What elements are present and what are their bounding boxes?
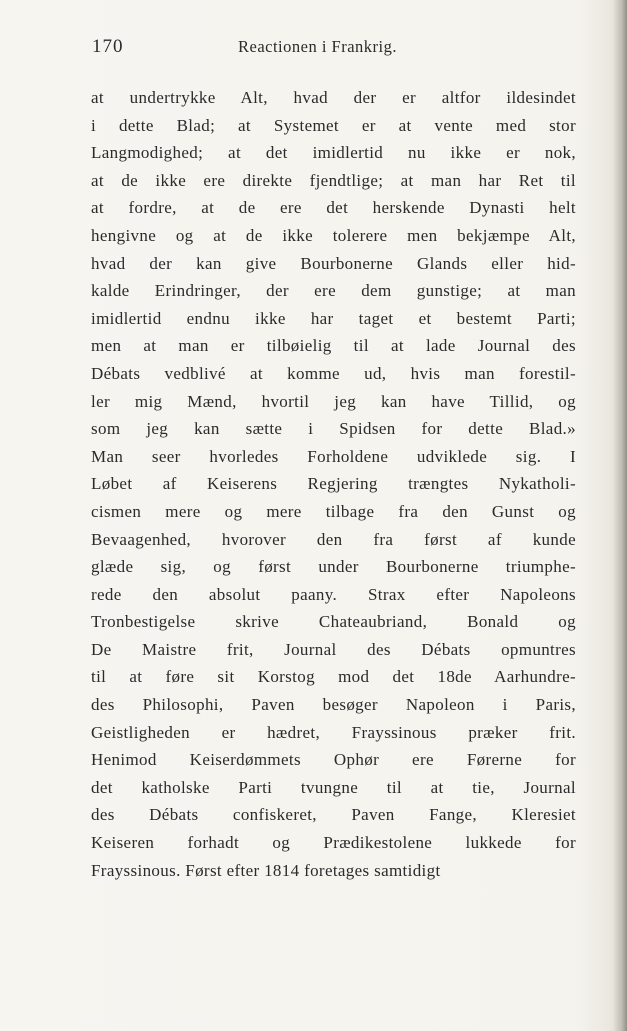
text-line: Løbet af Keiserens Regjering trængtes Nykatholi- xyxy=(91,474,576,494)
text-line: imidlertid endnu ikke har taget et bestemt Parti; xyxy=(91,308,576,328)
text-line: hengivne og at de ikke tolerere men bekjæmpe Alt, xyxy=(91,225,576,245)
text-line: Geistligheden er hædret, Frayssinous præker frit. xyxy=(91,722,576,742)
text-line: glæde sig, og først under Bourbonerne triumphe- xyxy=(91,557,576,577)
text-line: Keiseren forhadt og Prædikestolene lukkede for xyxy=(91,833,576,853)
page-number: 170 xyxy=(92,36,124,57)
text-line: ler mig Mænd, hvortil jeg kan have Tillid, og xyxy=(91,391,576,411)
text-line: kalde Erindringer, der ere dem gunstige; at man xyxy=(91,281,576,301)
page-header xyxy=(92,36,574,62)
text-line: rede den absolut paany. Strax efter Napoleons xyxy=(91,584,576,604)
text-line: cismen mere og mere tilbage fra den Gunst og xyxy=(91,501,576,521)
text-line: at fordre, at de ere det herskende Dynasti helt xyxy=(91,198,576,218)
text-line: til at føre sit Korstog mod det 18de Aarhundre- xyxy=(91,667,576,687)
text-line: hvad der kan give Bourbonerne Glands eller hid- xyxy=(91,253,576,273)
text-line: Man seer hvorledes Forholdene udviklede sig. I xyxy=(91,446,576,466)
text-line: som jeg kan sætte i Spidsen for dette Blad.» xyxy=(91,419,576,439)
text-line: det katholske Parti tvungne til at tie, Journal xyxy=(91,777,576,797)
text-line: at de ikke ere direkte fjendtlige; at man har Ret til xyxy=(91,170,576,190)
text-line: De Maistre frit, Journal des Débats opmuntres xyxy=(91,639,576,659)
text-line: Frayssinous. Først efter 1814 foretages samtidigt xyxy=(91,860,441,880)
text-line: i dette Blad; at Systemet er at vente med stor xyxy=(91,115,576,135)
body-text xyxy=(91,84,576,884)
text-line: Tronbestigelse skrive Chateaubriand, Bonald og xyxy=(91,612,576,632)
running-head: Reactionen i Frankrig. xyxy=(238,37,398,56)
text-line: des Philosophi, Paven besøger Napoleon i Paris, xyxy=(91,695,576,715)
text-line: at undertrykke Alt, hvad der er altfor ildesindet xyxy=(91,88,576,107)
text-line: Bevaagenhed, hvorover den fra først af kunde xyxy=(91,529,576,549)
text-line: Débats vedblivé at komme ud, hvis man forestil- xyxy=(91,363,576,383)
text-line: des Débats confiskeret, Paven Fange, Kleresiet xyxy=(91,805,576,825)
text-line: Langmodighed; at det imidlertid nu ikke er nok, xyxy=(91,143,576,163)
page-edge-shadow xyxy=(613,0,627,1031)
text-line: Henimod Keiserdømmets Ophør ere Førerne for xyxy=(91,750,576,770)
text-line: men at man er tilbøielig til at lade Journal des xyxy=(91,336,576,356)
